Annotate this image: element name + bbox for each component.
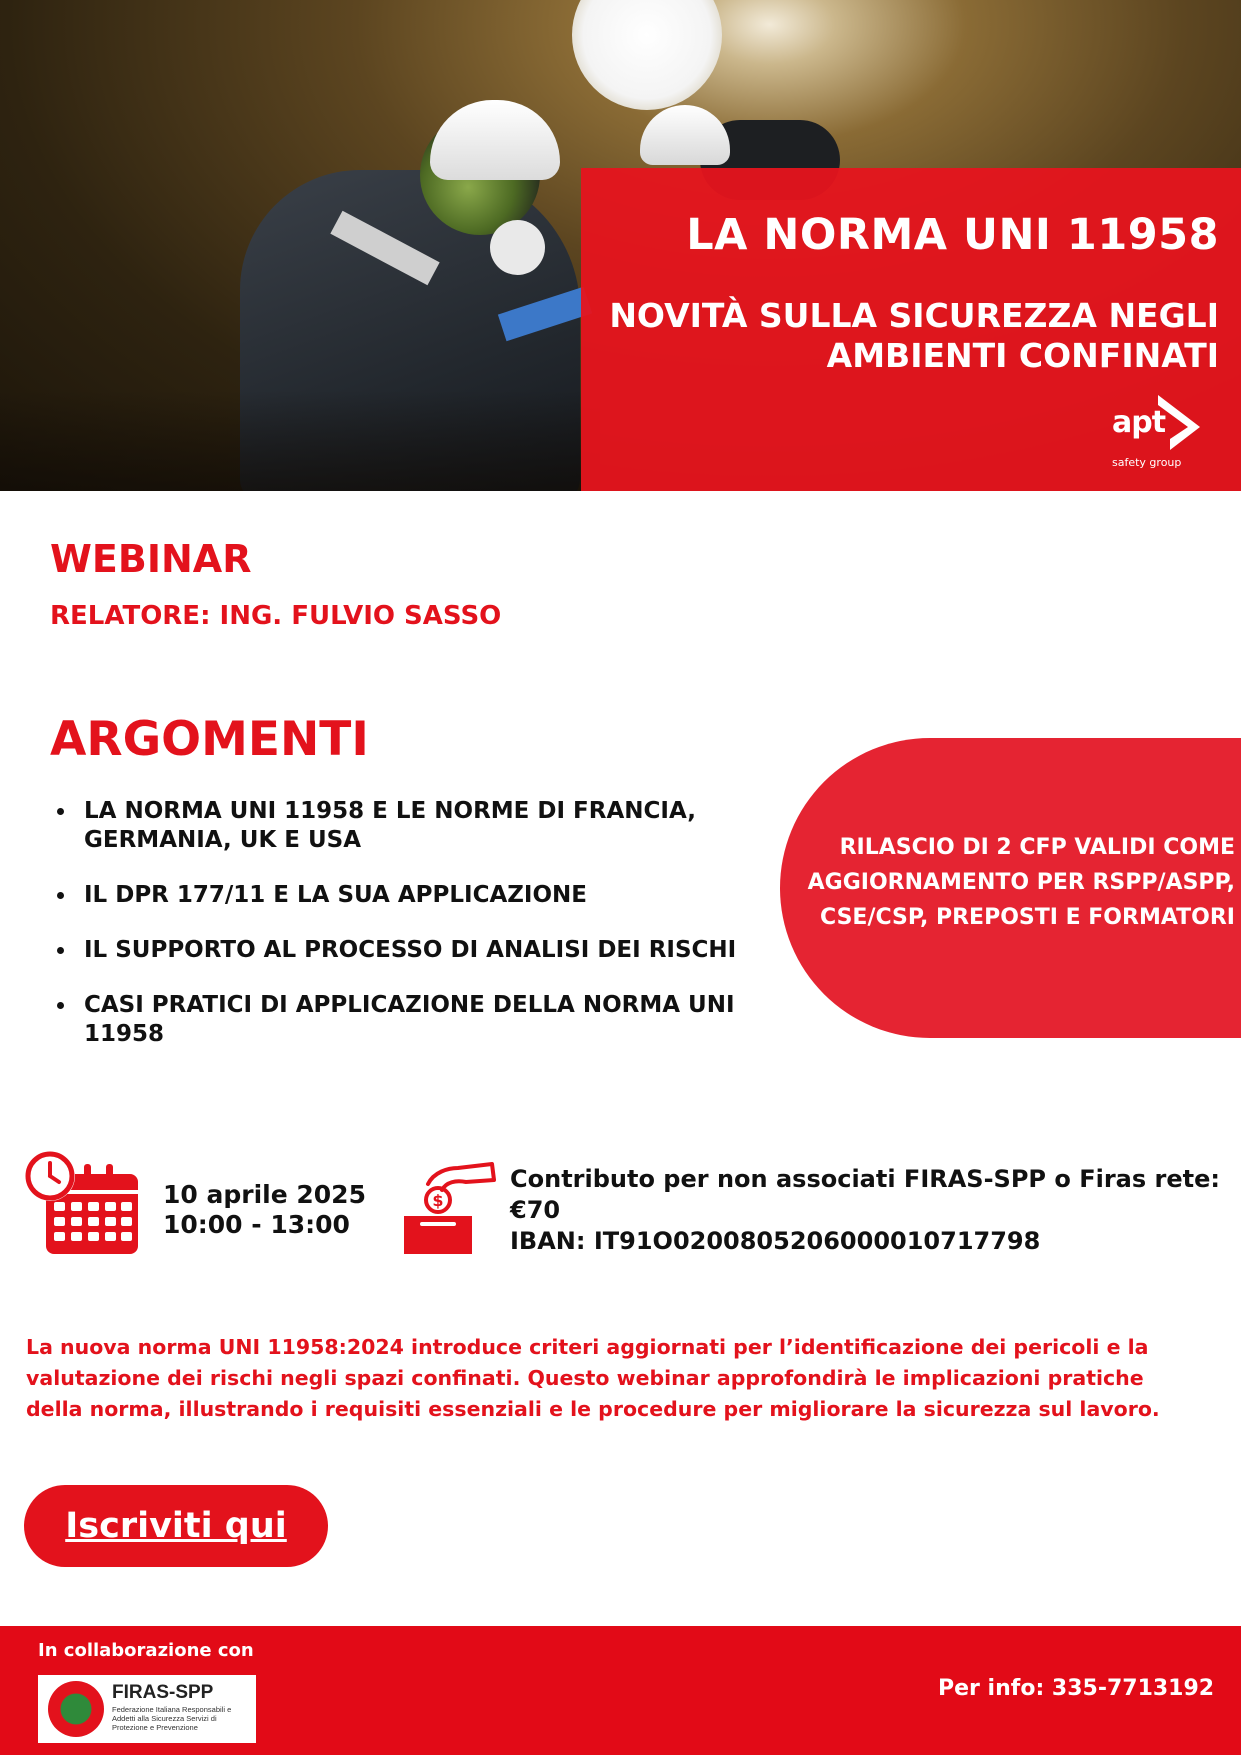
price-amount: €70 — [510, 1196, 561, 1224]
partner-subtitle: Federazione Italiana Responsabili e Addetti alla Sicurezza Servizi di Protezione e Prevenzione — [112, 1705, 232, 1732]
calendar-clock-icon — [24, 1150, 140, 1256]
event-time: 10:00 - 13:00 — [163, 1210, 350, 1239]
topics-list — [50, 797, 750, 1075]
event-type: WEBINAR — [50, 537, 252, 581]
partner-logo — [38, 1675, 256, 1743]
helmet-shape — [430, 100, 560, 180]
respirator-mask — [490, 220, 545, 275]
contact-info: Per info: 335-7713192 — [938, 1676, 1215, 1701]
partner-badge-icon — [48, 1681, 104, 1737]
floor-shadow — [0, 390, 600, 491]
cfp-line: RILASCIO DI 2 CFP VALIDI COME — [839, 835, 1235, 860]
speaker: RELATORE: ING. FULVIO SASSO — [50, 601, 502, 631]
collab-label: In collaborazione con — [38, 1640, 254, 1661]
price-label: Contributo per non associati FIRAS-SPP o Firas rete: — [510, 1165, 1220, 1193]
svg-text:$: $ — [432, 1191, 444, 1210]
iban-value: IBAN: IT91O0200805206000010717798 — [510, 1227, 1041, 1255]
price-info — [510, 1164, 1225, 1257]
helmet-shape — [640, 105, 730, 165]
list-item: IL DPR 177/11 E LA SUA APPLICAZIONE — [50, 881, 750, 910]
subtitle-line: NOVITÀ SULLA SICUREZZA NEGLI — [609, 296, 1219, 335]
topics-heading: ARGOMENTI — [50, 712, 369, 767]
apt-logo — [1110, 395, 1200, 470]
register-button[interactable]: Iscriviti qui — [24, 1485, 328, 1567]
cfp-text — [790, 830, 1235, 935]
partner-name: FIRAS-SPP — [112, 1682, 214, 1703]
event-date: 10 aprile 2025 — [163, 1180, 366, 1209]
event-schedule — [163, 1180, 366, 1240]
logo-wordmark: apt — [1112, 405, 1166, 440]
cfp-line: AGGIORNAMENTO PER RSPP/ASPP, — [807, 870, 1235, 895]
page-subtitle — [579, 296, 1219, 376]
description-text: La nuova norma UNI 11958:2024 introduce criteri aggiornati per l’identificazione dei pericoli e la valutazione dei rischi negli spazi confinati. Questo webinar approfondirà le implicazioni pratiche della norma, illustrando i requisiti essenziali e le procedure per migliorare la sicurezza sul lavoro. — [26, 1335, 1160, 1421]
manhole-light — [572, 0, 722, 110]
cfp-line: CSE/CSP, PREPOSTI E FORMATORI — [820, 905, 1235, 930]
list-item: IL SUPPORTO AL PROCESSO DI ANALISI DEI RISCHI — [50, 936, 750, 965]
logo-tagline: safety group — [1112, 456, 1182, 469]
list-item: CASI PRATICI DI APPLICAZIONE DELLA NORMA UNI 11958 — [50, 991, 750, 1049]
subtitle-line: AMBIENTI CONFINATI — [826, 336, 1219, 375]
list-item: LA NORMA UNI 11958 E LE NORME DI FRANCIA, GERMANIA, UK E USA — [50, 797, 750, 855]
donation-hand-icon — [400, 1160, 500, 1256]
page-title: LA NORMA UNI 11958 — [686, 210, 1219, 260]
